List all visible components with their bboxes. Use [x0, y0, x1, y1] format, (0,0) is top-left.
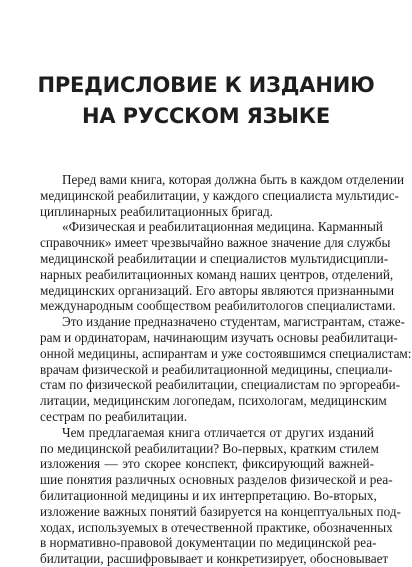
paragraph	[40, 172, 405, 219]
text-line: «Физическая и реабилитационная медицина. Карманный	[62, 219, 383, 235]
page-title	[20, 70, 392, 132]
page-title-line-2: НА РУССКОМ ЯЗЫКЕ	[82, 104, 330, 128]
text-line: билитации, расшифровывает и конкретизирует, обосновывает	[40, 551, 389, 567]
text-line: билитационной медицины и их интерпретацию. Во-вторых,	[40, 487, 377, 503]
text-line: в нормативно-правовой документации по медицинской реа-	[40, 535, 377, 551]
text-line: медицинской реабилитации и специалистов мультидисципли-	[40, 250, 389, 266]
text-line: стам по физической реабилитации, специалистам по эргореаби-	[40, 377, 401, 393]
body-text	[40, 172, 412, 567]
text-line: литации, медицинским логопедам, психологам, медицинским	[40, 393, 387, 409]
paragraph	[40, 424, 401, 567]
text-line: медицинских организаций. Его авторы являются признанными	[40, 282, 395, 298]
text-line: Чем предлагаемая книга отличается от других изданий	[62, 424, 374, 440]
text-line: изложения — это скорее конспект, фиксирующий важней-	[40, 456, 374, 472]
text-line: онной медицины, аспирантам и уже состоявшимся специалистам:	[40, 345, 412, 361]
text-line: Это издание предназначено студентам, магистрантам, стаже-	[62, 314, 405, 330]
paragraph	[40, 314, 412, 425]
text-line: ходах, используемых в отечественной практике, обозначенных	[40, 519, 393, 535]
text-line: нарных реабилитационных команд наших центров, отделений,	[40, 266, 394, 282]
text-line: справочник» имеет чрезвычайно важное значение для службы	[40, 235, 391, 251]
text-line: врачам физической и реабилитационной медицины, специали-	[40, 361, 393, 377]
text-line: рам и ординаторам, начинающим изучать основы реабилитаци-	[40, 329, 398, 345]
text-line: циплинарных реабилитационных бригад.	[40, 203, 273, 219]
text-line: изложение важных понятий базируется на концептуальных под-	[40, 503, 401, 519]
text-line: по медицинской реабилитации? Во-первых, кратким стилем	[40, 440, 379, 456]
text-line: шие понятия различных основных разделов физической и реа-	[40, 472, 393, 488]
page-title-line-1: ПРЕДИСЛОВИЕ К ИЗДАНИЮ	[37, 73, 375, 97]
paragraph	[40, 219, 396, 314]
text-line: сестрам по реабилитации.	[40, 408, 188, 424]
text-line: международным сообществом реабилитологов специалистами.	[40, 298, 396, 314]
text-line: медицинской реабилитации, у каждого специалиста мультидис-	[40, 187, 399, 203]
text-line: Перед вами книга, которая должна быть в каждом отделении	[62, 172, 405, 187]
